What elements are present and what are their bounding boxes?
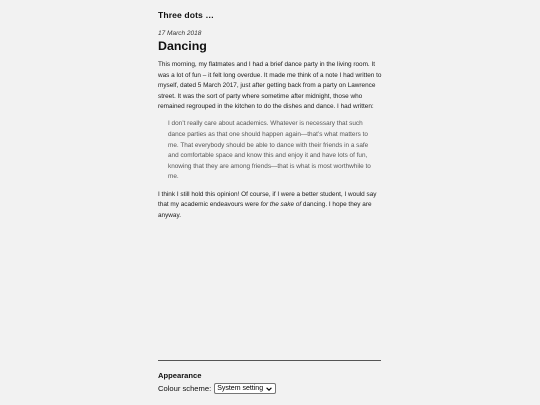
post-paragraph-closing — [158, 190, 382, 222]
chevron-down-icon — [265, 385, 273, 393]
appearance-heading: Appearance — [158, 371, 202, 380]
closing-text-after: dancing. I hope they are anyway. — [158, 201, 372, 219]
site-title-link[interactable]: Three dots … — [158, 10, 215, 20]
colour-scheme-selected-value: System setting — [217, 385, 264, 392]
post-title: Dancing — [158, 39, 207, 53]
closing-text-emphasis: for the sake of — [260, 201, 302, 209]
closing-text-before: I think I still hold this opinion! Of course, if I were a better student, I would say that my academic endeavours were — [158, 190, 377, 209]
post-paragraph-intro: This morning, my flatmates and I had a brief dance party in the living room. It was a lot of fun – it felt long overdue. It made me think of a note I had written to myself, dated 5 March 2017, just after getting back from a party on Lawrence street. It was the sort of party where sometime after midnight, those who remained regrouped in the kitchen to do the dishes and dance. I had written: — [158, 61, 382, 111]
post-date: 17 March 2018 — [158, 30, 202, 37]
colour-scheme-row — [158, 383, 276, 394]
colour-scheme-label: Colour scheme: — [158, 384, 212, 393]
post-body — [158, 60, 382, 221]
footer-divider — [158, 360, 381, 361]
colour-scheme-select[interactable] — [214, 383, 276, 394]
post-blockquote: I don’t really care about academics. Whatever is necessary that such dance parties as that one should happen again—that’s what matters to me. That everybody should be able to dance with their friends in a safe and comfortable space and know this and enjoy it and have lots of fun, knowing that they are among friends—that is what is most worthwhile to me. — [168, 120, 371, 181]
